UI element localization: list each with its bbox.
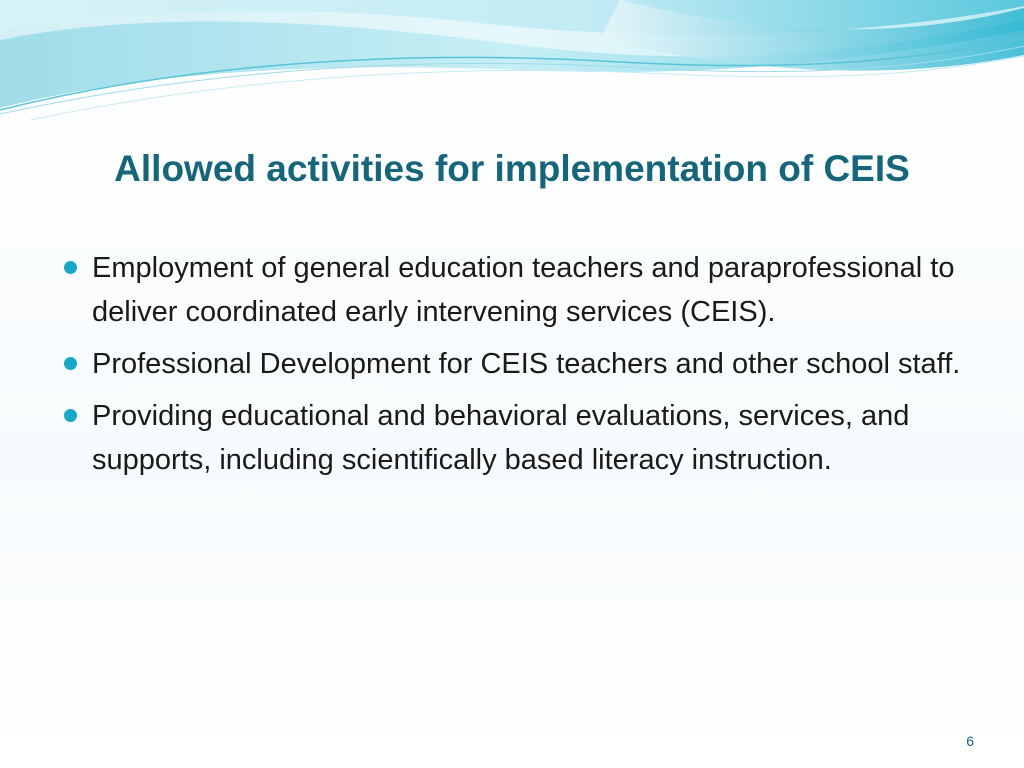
bullet-item xyxy=(62,342,962,386)
slide-title: Allowed activities for implementation of CEIS xyxy=(114,148,910,189)
bullet-dot-icon xyxy=(64,409,77,422)
bullet-item xyxy=(62,246,962,334)
bullet-text: Employment of general education teachers and paraprofessional to deliver coordinated early intervening services (CEIS). xyxy=(92,252,955,328)
bullet-list xyxy=(62,246,962,490)
page-number: 6 xyxy=(966,733,974,749)
bullet-text: Providing educational and behavioral evaluations, services, and supports, including scientifically based literacy instruction. xyxy=(92,400,910,476)
bullet-dot-icon xyxy=(64,357,77,370)
bullet-dot-icon xyxy=(64,261,77,274)
bullet-text: Professional Development for CEIS teachers and other school staff. xyxy=(92,348,961,380)
bullet-item xyxy=(62,394,962,482)
header-wave-decoration xyxy=(0,0,1024,130)
